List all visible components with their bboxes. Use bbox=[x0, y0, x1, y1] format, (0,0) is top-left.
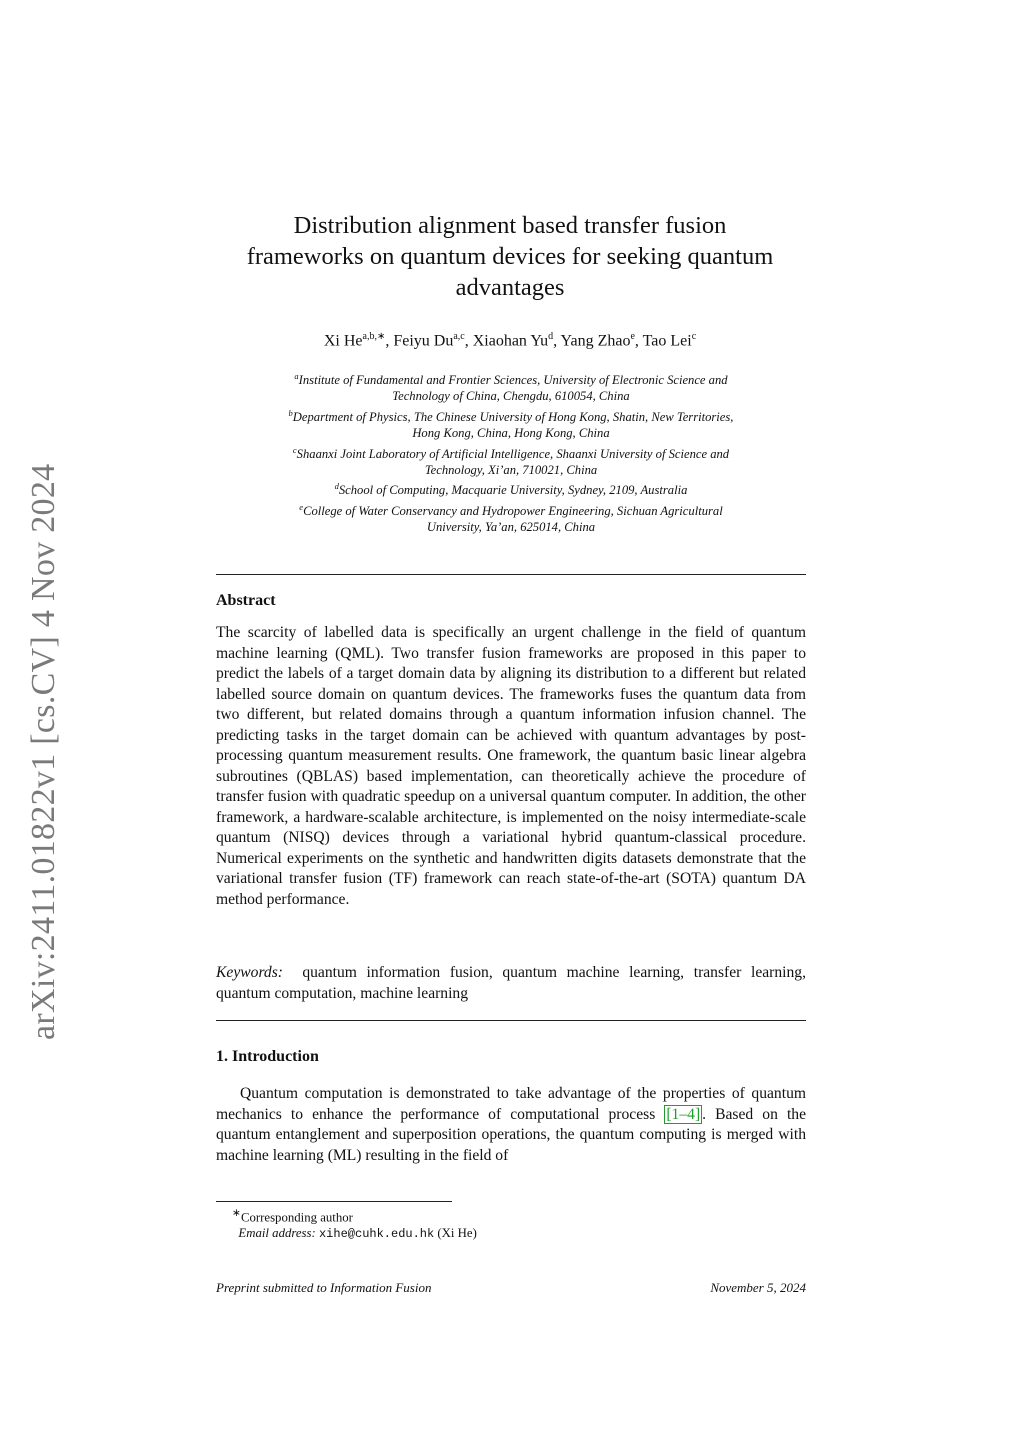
affiliation-continued: University, Ya’an, 625014, China bbox=[426, 520, 596, 535]
author-name: Xiaohan Yu bbox=[472, 332, 549, 350]
footnote-mark: ∗ bbox=[232, 1208, 241, 1219]
author-name: Yang Zhao bbox=[560, 332, 631, 350]
citation-number: 1 bbox=[671, 1105, 680, 1123]
author-affil-mark: d bbox=[548, 331, 554, 342]
abstract-heading: Abstract bbox=[216, 592, 276, 609]
affiliation-continued: Hong Kong, China, Hong Kong, China bbox=[412, 426, 610, 441]
author-affil-mark: a,b,∗ bbox=[362, 331, 386, 342]
title-line: advantages bbox=[455, 274, 565, 301]
title-line: Distribution alignment based transfer fusion bbox=[293, 212, 727, 239]
affiliation bbox=[216, 442, 806, 462]
affiliation-continued: Technology of China, Chengdu, 610054, China bbox=[392, 389, 630, 404]
intro-text: . Based on the quantum entanglement and superposition operations, the quantum computing is merged with machine learning (ML) resulting in the field of bbox=[216, 1105, 806, 1164]
author-affil-mark: a,c bbox=[453, 331, 465, 342]
affiliation bbox=[216, 478, 806, 498]
author-name: Tao Lei bbox=[642, 332, 692, 350]
abstract-text: The scarcity of labelled data is specifically an urgent challenge in the field of quantum machine learning (QML). Two transfer fusion frameworks are proposed in this paper to predict the labels of a target domain data by aligning its distribution to a different but related labelled source domain on quantum devices. The frameworks fuses the quantum data from two different, but related domains through a quantum information infusion channel. The predicting tasks in the target domain can be achieved with quantum advantages by post-processing quantum measurement results. One framework, the quantum basic linear algebra subroutines (QBLAS) based implementation, can theoretically achieve the procedure of transfer fusion with quadratic speedup on a universal quantum computer. In addition, the other framework, a hardware-scalable architecture, is implemented on the noisy intermediate-scale quantum (NISQ) devices through a variational hybrid quantum-classical procedure. Numerical experiments on the synthetic and handwritten digits datasets demonstrate that the variational transfer fusion (TF) framework can reach state-of-the-art (SOTA) quantum DA method performance. bbox=[216, 624, 806, 908]
abstract-top-rule bbox=[216, 574, 806, 575]
affiliation-mark: e bbox=[299, 501, 304, 512]
citation-number: 4 bbox=[687, 1105, 695, 1123]
affiliation bbox=[216, 499, 806, 519]
footnote bbox=[232, 1206, 477, 1242]
citation-range-dash: – bbox=[679, 1105, 688, 1123]
footnote-corresponding bbox=[232, 1206, 477, 1225]
affiliation-mark: c bbox=[292, 444, 297, 455]
footer-date: November 5, 2024 bbox=[710, 1280, 806, 1295]
affiliation-mark: a bbox=[294, 371, 299, 381]
affiliation bbox=[216, 405, 806, 425]
author-list: Xi $He^{a,b,∗}$, Feiyu Du$^{a,c}$, Xiaohan Yu$^d$, Yang Zhao$^e$, Tao Lei$^c$ bbox=[323, 331, 697, 350]
footer-preprint-note: Preprint submitted to Information Fusion bbox=[216, 1280, 432, 1295]
footnote-email bbox=[232, 1225, 477, 1242]
affiliation-list bbox=[216, 368, 806, 536]
email-owner: (Xi He) bbox=[437, 1226, 477, 1241]
email-label: Email address: bbox=[238, 1226, 316, 1241]
section-heading-introduction: 1. Introduction bbox=[216, 1048, 319, 1065]
citation-link[interactable]: [1–4] bbox=[666, 1105, 701, 1123]
affiliation-text: Shaanxi Joint Laboratory of Artificial Intelligence, Shaanxi University of Science and bbox=[296, 446, 730, 461]
affiliation-mark: b bbox=[288, 407, 293, 418]
footnote-corresponding-text: Corresponding author bbox=[240, 1210, 353, 1225]
affiliation-continued: Technology, Xi’an, 710021, China bbox=[424, 463, 598, 478]
author-affil-mark: c bbox=[691, 331, 697, 342]
keywords-label: Keywords: bbox=[216, 964, 283, 981]
affiliation-text: Department of Physics, The Chinese University of Hong Kong, Shatin, New Territories, bbox=[292, 409, 734, 424]
keywords bbox=[216, 963, 806, 1004]
affiliation-text: College of Water Conservancy and Hydropower Engineering, Sichuan Agricultural bbox=[303, 504, 723, 519]
footnote-rule bbox=[216, 1201, 452, 1202]
arxiv-side-stamp[interactable]: arXiv:2411.01822v1 [cs.CV] 4 Nov 2024 bbox=[25, 463, 62, 1040]
intro-text: Quantum computation is demonstrated to take advantage of the properties of quantum mechanics to enhance the performance of computational process bbox=[216, 1085, 806, 1123]
affiliation-mark: d bbox=[334, 481, 339, 492]
keywords-text: quantum information fusion, quantum machine learning, transfer learning, quantum computation, machine learning bbox=[216, 964, 807, 1002]
author-affil-mark: e bbox=[630, 331, 635, 342]
abstract-bottom-rule bbox=[216, 1020, 806, 1021]
affiliation-text: School of Computing, Macquarie University, Sydney, 2109, Australia bbox=[338, 483, 688, 498]
email-address-link[interactable]: xihe@cuhk.edu.hk bbox=[318, 1227, 435, 1242]
affiliation-text: Institute of Fundamental and Frontier Sciences, University of Electronic Science and bbox=[298, 373, 728, 388]
author-name: Feiyu Du bbox=[393, 332, 454, 350]
title-line: frameworks on quantum devices for seeking quantum bbox=[246, 243, 774, 270]
author-name: Xi He bbox=[323, 332, 363, 350]
paper-title bbox=[200, 210, 820, 303]
affiliation bbox=[216, 368, 806, 388]
introduction-paragraph bbox=[216, 1084, 806, 1166]
